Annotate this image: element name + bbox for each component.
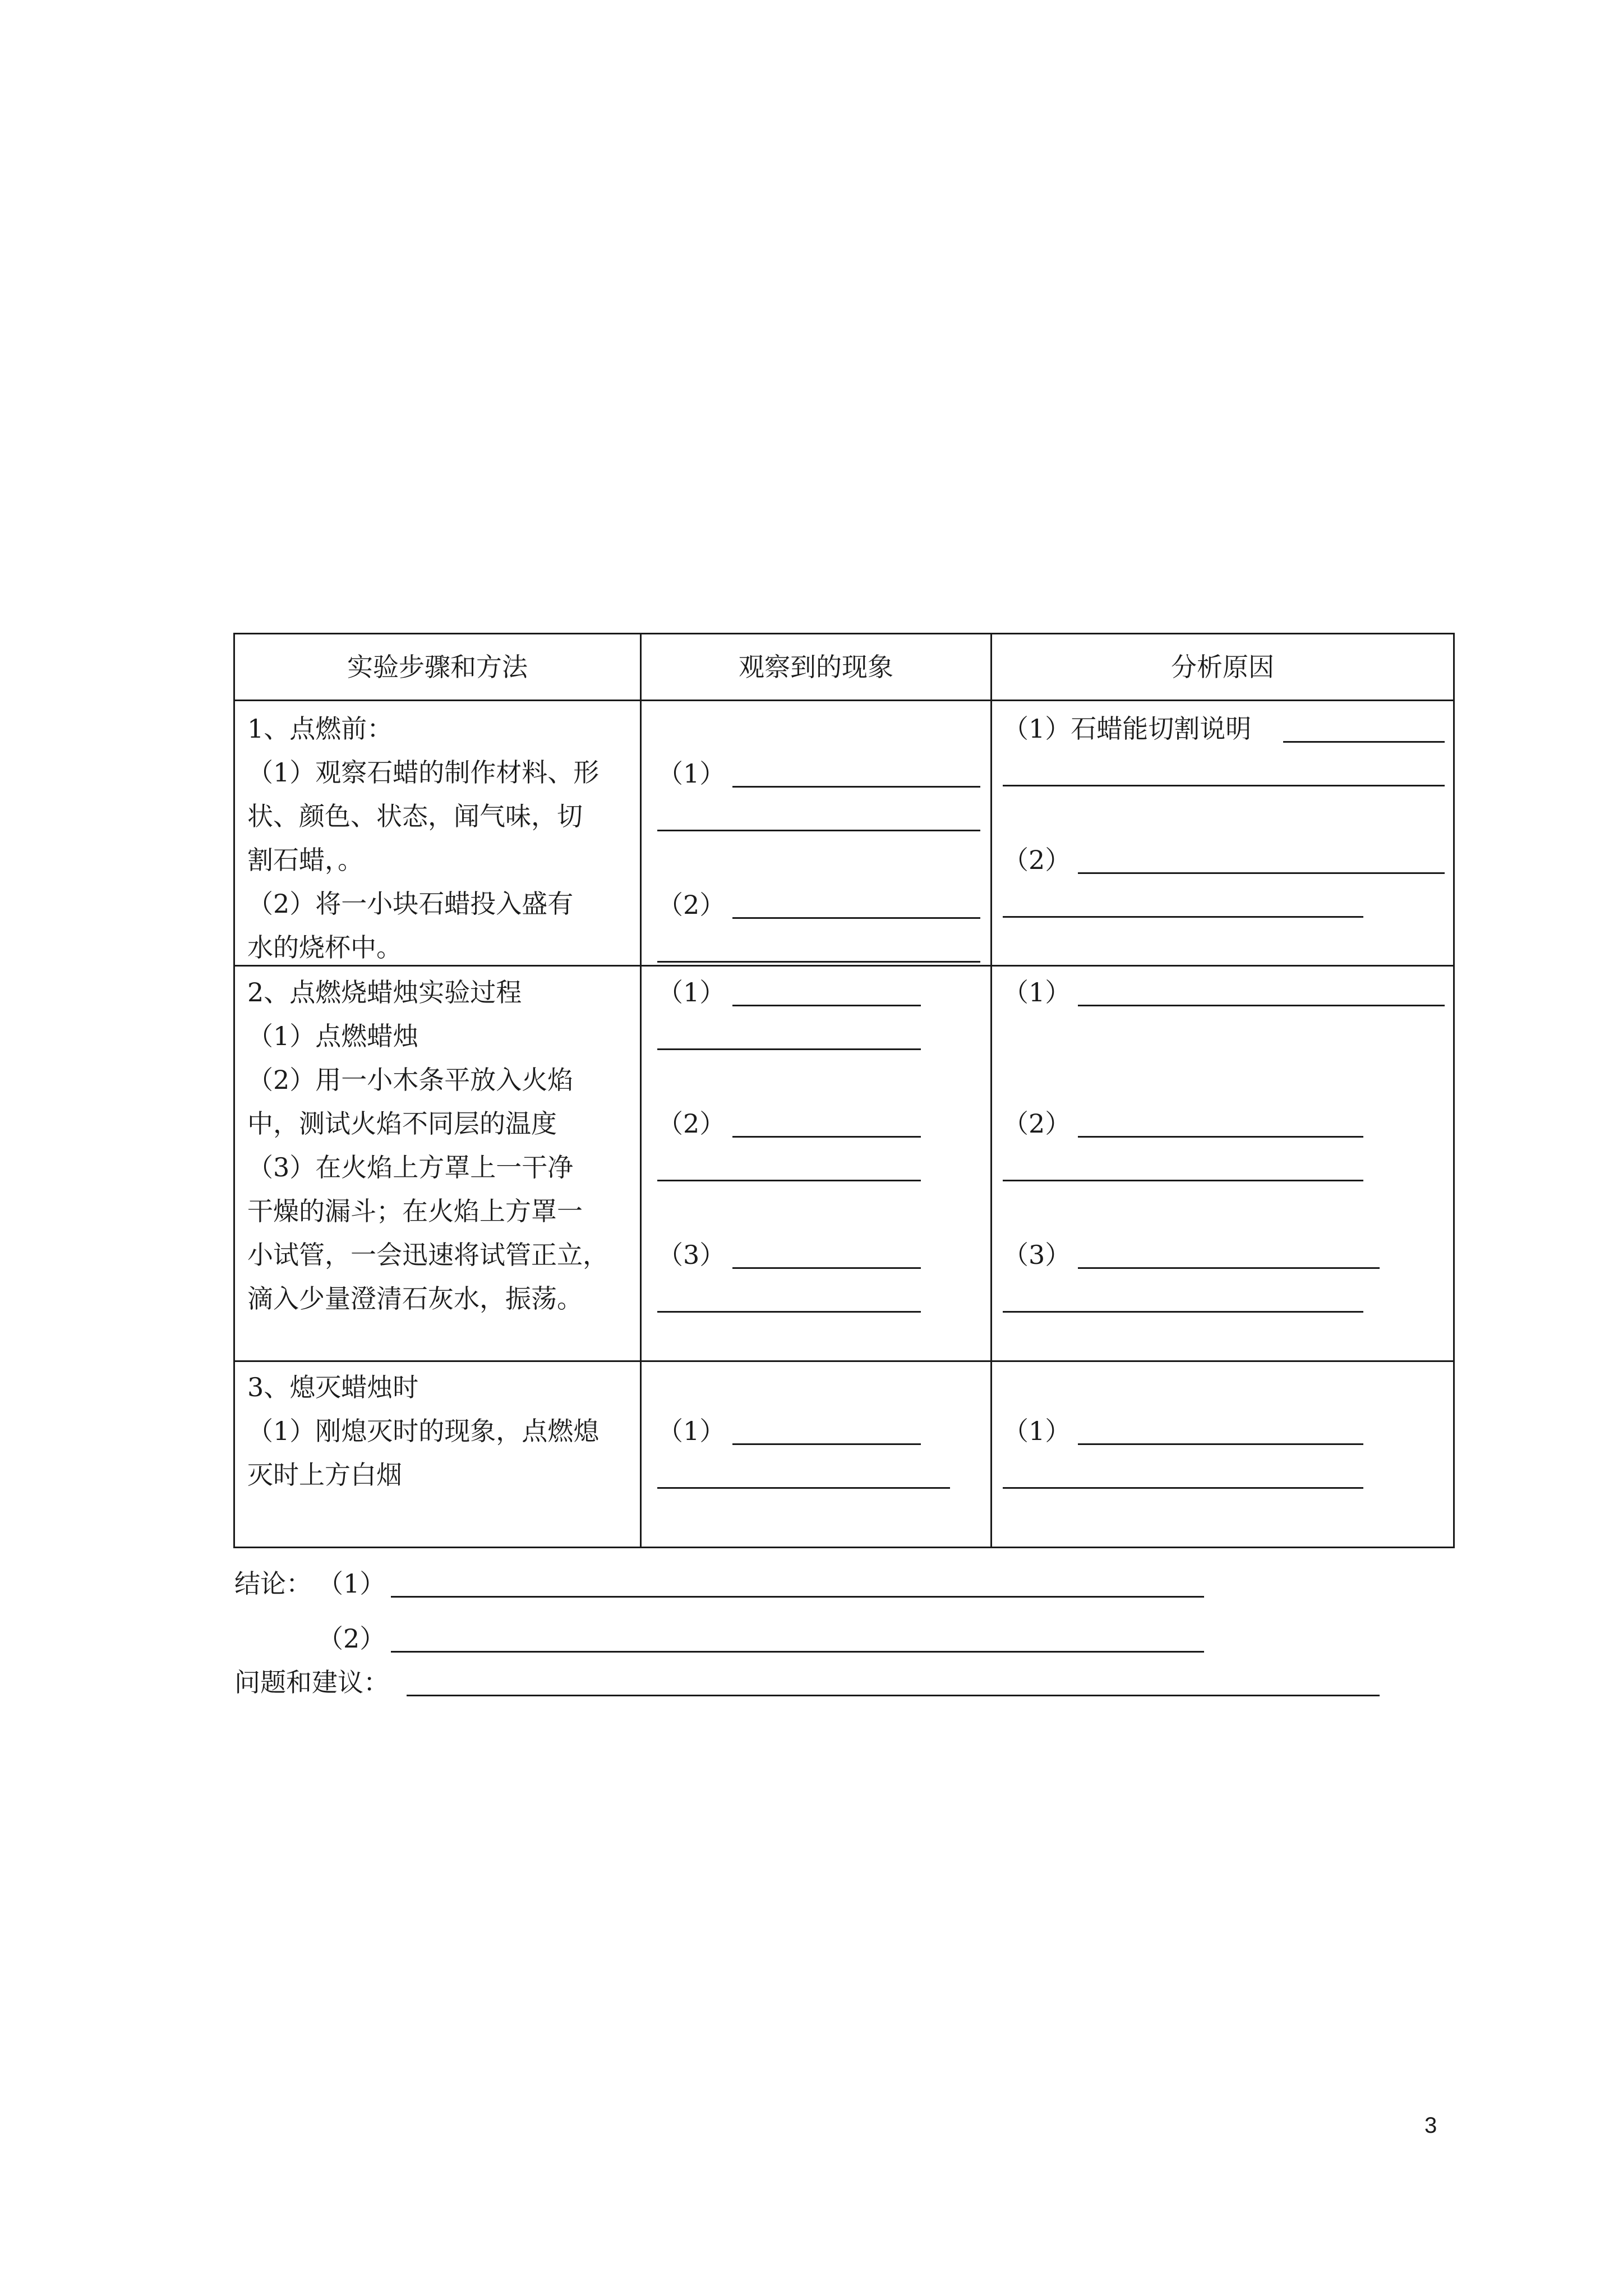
table-border-bottom [233, 1547, 1455, 1548]
row3-reason-label-1: （1） [1003, 1416, 1071, 1446]
questions-label: 问题和建议： [234, 1667, 389, 1697]
row2-obs-blank-2a[interactable] [732, 1136, 921, 1138]
row1-step-title: 1、点燃前： [247, 714, 393, 744]
header-steps: 实验步骤和方法 [347, 652, 528, 682]
row1-reason-blank-1a[interactable] [1283, 741, 1445, 743]
row1-step-line: 水的烧杯中。 [247, 932, 402, 963]
row2-step-line: 小试管，一会迅速将试管正立， [247, 1240, 608, 1270]
header-observations: 观察到的现象 [739, 652, 893, 682]
row1-reason-label-1: （1）石蜡能切割说明 [1003, 714, 1252, 744]
row1-obs-blank-1a[interactable] [732, 786, 980, 788]
row2-step-line: 滴入少量澄清石灰水，振荡。 [247, 1283, 583, 1314]
row2-obs-label-3: （3） [657, 1240, 726, 1270]
row2-step-line: 中，测试火焰不同层的温度 [247, 1108, 557, 1139]
row2-reason-blank-2b[interactable] [1003, 1180, 1363, 1181]
row1-step-line: （2）将一小块石蜡投入盛有 [247, 889, 574, 919]
row3-reason-blank-1a[interactable] [1078, 1443, 1363, 1445]
table-divider-1 [640, 633, 642, 1548]
conclusion-label: 结论： [234, 1568, 312, 1599]
row2-obs-blank-1b[interactable] [657, 1048, 921, 1050]
row3-step-line: （1）刚熄灭时的现象，点燃熄 [247, 1416, 600, 1446]
row2-reason-label-1: （1） [1003, 977, 1071, 1007]
table-row2-divider [233, 1360, 1455, 1362]
row2-step-line: （3）在火焰上方罩上一干净 [247, 1152, 574, 1182]
row2-step-line: （2）用一小木条平放入火焰 [247, 1065, 574, 1095]
conclusion-item-2-label: （2） [317, 1623, 386, 1654]
header-analysis: 分析原因 [1171, 652, 1274, 682]
row1-reason-blank-2b[interactable] [1003, 916, 1363, 918]
row2-reason-blank-2a[interactable] [1078, 1136, 1363, 1138]
row2-reason-blank-1a[interactable] [1078, 1005, 1445, 1006]
row1-reason-label-2: （2） [1003, 845, 1071, 875]
row1-obs-label-1: （1） [657, 758, 726, 789]
questions-blank[interactable] [407, 1695, 1380, 1696]
row1-step-line: （1）观察石蜡的制作材料、形 [247, 757, 600, 788]
conclusion-blank-1[interactable] [391, 1596, 1204, 1598]
row3-obs-label-1: （1） [657, 1416, 726, 1446]
row2-step-line: 干燥的漏斗；在火焰上方罩一 [247, 1196, 583, 1226]
page-number: 3 [1424, 2113, 1437, 2138]
row1-obs-blank-1b[interactable] [657, 830, 980, 831]
row2-obs-label-2: （2） [657, 1108, 726, 1139]
row1-obs-blank-2b[interactable] [657, 961, 980, 963]
table-border-top [233, 633, 1455, 634]
row1-reason-blank-2a[interactable] [1078, 872, 1445, 874]
row2-step-title: 2、点燃烧蜡烛实验过程 [247, 977, 522, 1007]
row3-obs-blank-1a[interactable] [732, 1443, 921, 1445]
row2-reason-label-2: （2） [1003, 1108, 1071, 1139]
table-header-divider [233, 700, 1455, 701]
conclusion-item-1-label: （1） [317, 1568, 386, 1599]
row3-step-line: 灭时上方白烟 [247, 1460, 402, 1490]
row2-obs-blank-3b[interactable] [657, 1311, 921, 1313]
row2-reason-blank-3a[interactable] [1078, 1267, 1380, 1269]
row1-reason-blank-1b[interactable] [1003, 785, 1445, 786]
row1-step-line: 状、颜色、状态，闻气味，切 [247, 801, 583, 831]
table-row1-divider [233, 965, 1455, 967]
table-border-left [233, 633, 235, 1548]
row2-reason-blank-3b[interactable] [1003, 1311, 1363, 1313]
row1-step-line: 割石蜡，。 [247, 845, 363, 875]
row3-obs-blank-1b[interactable] [657, 1487, 950, 1489]
row2-obs-blank-2b[interactable] [657, 1180, 921, 1181]
row2-obs-blank-3a[interactable] [732, 1267, 921, 1269]
row2-reason-label-3: （3） [1003, 1240, 1071, 1270]
row3-reason-blank-1b[interactable] [1003, 1487, 1363, 1489]
row2-obs-label-1: （1） [657, 977, 726, 1007]
table-border-right [1453, 633, 1455, 1548]
row2-obs-blank-1a[interactable] [732, 1005, 921, 1006]
row1-obs-blank-2a[interactable] [732, 917, 980, 919]
row1-obs-label-2: （2） [657, 890, 726, 920]
row2-step-line: （1）点燃蜡烛 [247, 1021, 419, 1051]
conclusion-blank-2[interactable] [391, 1651, 1204, 1653]
row3-step-title: 3、熄灭蜡烛时 [247, 1372, 419, 1402]
table-divider-2 [990, 633, 992, 1548]
